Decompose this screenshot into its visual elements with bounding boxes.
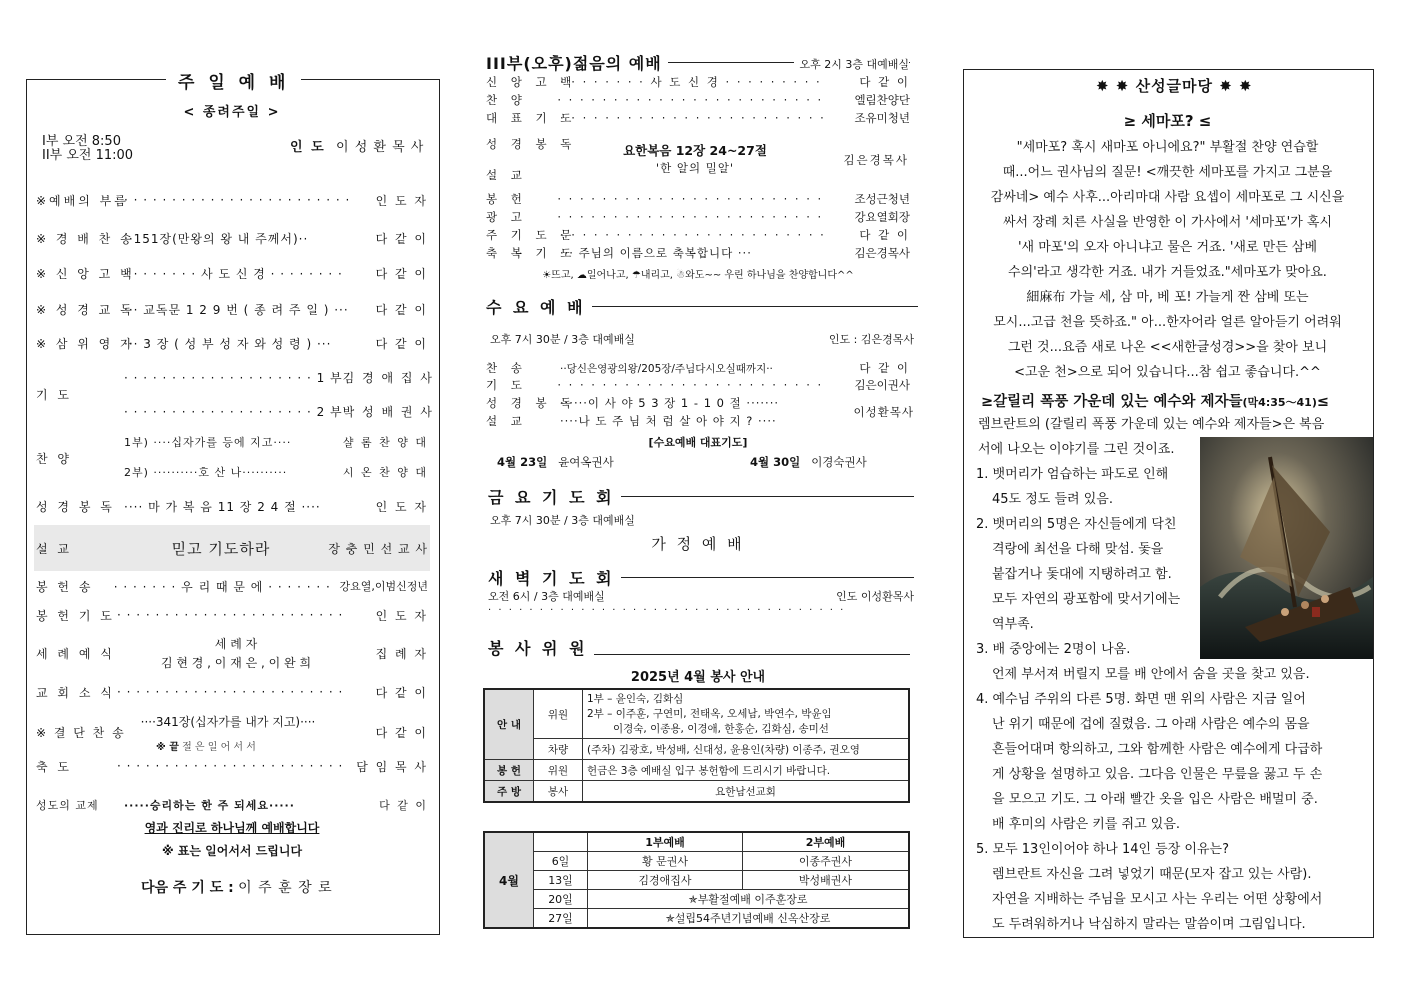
sunday-order <box>26 0 438 992</box>
wednesday-person: 김은이권사 <box>854 378 910 392</box>
wednesday-label: 기 도 <box>486 378 527 392</box>
youth-label: 광 고 <box>486 210 527 224</box>
youth-row <box>486 245 910 261</box>
order-person: 인 도 자 <box>375 193 428 208</box>
sched-day: 27일 <box>534 909 588 929</box>
reading-person: 인 도 자 <box>375 499 428 514</box>
text-line: 붙잡거나 돛대에 지탱하려고 함. <box>992 567 1172 582</box>
youth-worship-time: 오후 2시 3층 대예배실 <box>794 56 910 72</box>
sunday-subtitle: < 종려주일 > <box>183 105 281 120</box>
fellowship-person: 다 같 이 <box>379 799 428 812</box>
order-label: ※ 신 앙 고 백 <box>36 266 135 281</box>
wednesday-content: ······이 사 야 5 3 장 1 - 1 0 절 ······· <box>560 396 780 410</box>
youth-scripture: 요한복음 12장 24~27절 <box>623 143 767 158</box>
motto: 영과 진리로 하나님께 예배합니다 <box>144 821 320 835</box>
table-row <box>484 852 909 871</box>
friday-header <box>488 485 914 508</box>
members-line: 2부 – 이주훈, 구연미, 전태옥, 오세남, 박연수, 박윤임 <box>587 707 832 720</box>
news-row <box>36 681 428 703</box>
text-line: 흔들어대며 항의하고, 그와 함께한 사람은 예수에게 다급하 <box>992 742 1323 757</box>
text-line: <고운 천>으로 되어 있습니다...참 쉽고 좋습니다.^^ <box>1014 365 1321 380</box>
reading-content: ···· 마 가 복 음 11 장 2 4 절 ···· <box>124 499 321 514</box>
storm-painting-image <box>1200 437 1373 659</box>
order-label: ※ 경 배 찬 송 <box>36 231 135 246</box>
volunteer-title: 봉 사 위 원 <box>488 639 588 658</box>
order-content: ··· 3 장 ( 성 부 성 자 와 성 령 ) ··· <box>124 336 332 351</box>
baptism-names: 김 현 경 , 이 재 은 , 이 완 희 <box>160 656 312 670</box>
closing-hymn-content: ····341장(십자가를 내가 지고)···· <box>140 715 316 729</box>
baptism-heading: 세 례 자 <box>214 637 258 651</box>
essay-title: ✸ ✸ 산성글마당 ✸ ✸ <box>1084 75 1265 96</box>
text-line: 그런 것...요즘 새로 나온 <<새한글성경>>을 찾아 보니 <box>1007 340 1328 355</box>
text-line: 細麻布 가늘 세, 삼 마, 베 포! 가늘게 짠 삼베 또는 <box>1026 290 1309 305</box>
next-prayer-label: 다음 주 기 도 : <box>141 880 234 896</box>
youth-person: 조성근청년 <box>854 192 910 206</box>
text-line: "세마포? 혹시 새마포 아니에요?" 부활절 찬양 연습할 <box>1016 140 1319 155</box>
prayer-1-person: 김 경 애 집 사 <box>342 370 434 385</box>
closing-hymn-note <box>156 738 256 753</box>
wednesday-header <box>486 295 918 318</box>
order-row <box>36 262 428 284</box>
youth-row <box>486 209 910 225</box>
friday-time: 오후 7시 30분 / 3층 대예배실 <box>490 514 635 527</box>
youth-footer: ☀뜨고, ☁일어나고, ☂내리고, ☃와도~~ 우린 하나님을 찬양합니다^^ <box>542 270 854 281</box>
wednesday-date-2: 4월 30일 <box>750 455 801 469</box>
sched-first: 황 문권사 <box>588 852 743 871</box>
sermon-label: 설 교 <box>36 541 72 556</box>
text-line: 격랑에 최선을 다해 맞섬. 돛을 <box>992 542 1164 557</box>
table-row <box>484 689 909 739</box>
youth-content: · · · · · · · · · · · · · · · · · · · · · · · · <box>557 93 824 107</box>
youth-person: 다 같 이 <box>859 228 910 242</box>
offering-content: · · · · · · · 우 리 때 문 에 · · · · · · · <box>113 579 331 594</box>
youth-content: · · · · · · · · · · · · · · · · · · · · · · · · <box>560 111 826 125</box>
text-line: 을 모으고 기도. 그 아래 빨간 옷을 입은 사람은 배멀미 중. <box>992 792 1318 807</box>
youth-row <box>486 227 910 243</box>
dawn-header <box>488 566 914 589</box>
order-person: 다 같 이 <box>375 266 428 281</box>
heading-2-end: ≤ <box>1316 394 1330 410</box>
essay-heading-1: ≥ 세마포? ≤ <box>1123 112 1212 130</box>
baptism-officiant: 집 례 자 <box>375 647 428 661</box>
youth-content: · · · · · · · · · · · · · · · · · · · · · · · · <box>557 192 824 206</box>
youth-row <box>486 92 910 108</box>
order-label: ※ 삼 위 영 가 <box>36 336 135 351</box>
wednesday-label: 설 교 <box>486 414 527 428</box>
text-line: 도 두려워하거나 낙심하지 말라는 말씀이며 그림입니다. <box>992 917 1306 932</box>
fellowship-content: ·····승리하는 한 주 되세요····· <box>124 799 295 812</box>
wednesday-content: ··당신은영광의왕/205장/주님다시오실때까지·· <box>560 362 773 375</box>
month-label: 4월 <box>484 832 534 928</box>
sermon-row <box>36 537 428 559</box>
sched-head-2: 2부예배 <box>743 832 910 852</box>
youth-label: 봉 헌 <box>486 192 527 206</box>
sched-merged: ✯설립54주년기념예배 신옥산장로 <box>588 909 910 929</box>
order-person: 다 같 이 <box>375 336 428 351</box>
closing-note-end: ※ 끝 <box>156 742 179 753</box>
text-line: 때...어느 권사님의 질문! <깨끗한 세마포를 가지고 그분을 <box>1002 165 1333 180</box>
benediction-content: · · · · · · · · · · · · · · · · · · · · · · · · <box>117 759 344 773</box>
table-row <box>484 909 909 929</box>
table-row <box>484 871 909 890</box>
offering-prayer-row <box>36 604 428 626</box>
youth-row <box>486 110 910 126</box>
members-line: 1부 – 윤인숙, 김화심 <box>587 692 684 705</box>
text-line: 싸서 장례 치른 사실을 반영한 이 가사에서 '세마포'가 혹시 <box>1002 215 1333 230</box>
car-label: 차량 <box>534 739 583 760</box>
table-row <box>484 832 909 852</box>
choir-label: 찬 양 <box>36 452 72 466</box>
text-line: 모두 자연의 광포함에 맞서기에는 <box>992 592 1181 607</box>
wednesday-prayer-head: [수요예배 대표기도] <box>648 436 748 449</box>
prayer-2-person: 박 성 배 권 사 <box>342 404 434 419</box>
heading-2-text: ≥갈릴리 폭풍 가운데 있는 예수와 제자들 <box>981 394 1243 410</box>
table-row <box>484 739 909 760</box>
divider-line <box>621 577 914 578</box>
text-line: '새 마포'의 오자 아니냐고 물은 거죠. '새로 만든 삼베 <box>1017 240 1318 255</box>
choir-1-group: 샬 롬 찬 양 대 <box>342 436 428 449</box>
car-cell: (주차) 김광호, 박성배, 신대성, 윤용인(차량) 이종주, 권오영 <box>583 739 910 760</box>
leader-label: 인 도 <box>290 140 326 155</box>
choir-row-2 <box>124 461 428 483</box>
service-time-1: I부 오전 8:50 <box>42 134 121 149</box>
dawn-title: 새 벽 기 도 회 <box>488 569 615 588</box>
sched-day: 13일 <box>534 871 588 890</box>
wednesday-title: 수 요 예 배 <box>486 298 586 317</box>
order-content: · · · · · · · · · · · · · · · · · · · · · · · · <box>124 193 351 207</box>
text-line: 수의'라고 생각한 거죠. 내가 거들었죠."세마포가 맞아요. <box>1008 265 1327 280</box>
offering-person: 강요열,이범신정년 <box>339 580 428 593</box>
wednesday-preacher: 이성환목사 <box>853 405 914 419</box>
text-line: 역부족. <box>992 617 1034 632</box>
prayer-label: 기 도 <box>36 388 72 402</box>
offering-cell: 헌금은 3층 예배실 입구 봉헌함에 드리시기 바랍니다. <box>583 760 910 781</box>
wednesday-label: 성 경 봉 독 <box>486 396 577 410</box>
order-content: · · · · · · · · 사 도 신 경 · · · · · · · · <box>124 266 343 281</box>
leader-name: 이 성 환 목 사 <box>336 140 425 155</box>
order-person: 다 같 이 <box>375 302 428 317</box>
sched-head-1: 1부예배 <box>588 832 743 852</box>
essay-list-bottom <box>976 662 1368 937</box>
order-label: ※예배의 부름 <box>36 193 129 208</box>
dawn-time: 오전 6시 / 3층 대예배실 <box>488 590 605 603</box>
youth-person: 조유미청년 <box>854 111 910 125</box>
order-row <box>36 298 428 320</box>
reading-label: 성 경 봉 독 <box>36 499 115 514</box>
order-row <box>36 227 428 249</box>
prayer-1-content: · · · · · · · · · · · · · · · · · · · · 1 부 <box>124 370 343 385</box>
wednesday-name-1: 윤여옥권사 <box>558 455 614 469</box>
benediction-row <box>36 755 428 777</box>
kitchen-label: 주 방 <box>484 781 534 803</box>
prayer-2-content: · · · · · · · · · · · · · · · · · · · · 2 부 <box>124 404 343 419</box>
members-cell <box>583 689 910 739</box>
news-content: · · · · · · · · · · · · · · · · · · · · · · · · <box>117 685 344 699</box>
dawn-leader: 인도 이성환목사 <box>836 590 914 603</box>
wednesday-person: 다 같 이 <box>859 361 910 375</box>
dawn-dots: · · · · · · · · · · · · · · · · · · · · · · · · · · · · · · · · · · · <box>488 605 846 616</box>
fellowship-row <box>36 794 428 816</box>
text-line: 모시...고급 천을 뜻하죠." 아...한자어라 얼른 알아듣기 어려워 <box>993 315 1342 330</box>
table-row <box>484 781 909 803</box>
youth-label: 신 앙 고 백 <box>486 75 577 89</box>
youth-content: ··· 주님의 이름으로 축복합니다 ··· <box>560 246 752 260</box>
wednesday-row <box>486 413 910 429</box>
youth-person: 엘림찬양단 <box>854 93 910 107</box>
youth-label: 대 표 기 도 <box>486 111 577 125</box>
member-label: 위원 <box>534 689 583 739</box>
essay-paragraph-1 <box>966 135 1369 385</box>
kitchen-sub: 봉사 <box>534 781 583 803</box>
offering-row <box>36 575 428 597</box>
order-content: ··· 교독문 1 2 9 번 ( 종 려 주 일 ) ··· <box>124 302 349 317</box>
table-row <box>484 890 909 909</box>
youth-row <box>486 191 910 207</box>
sermon-preacher: 장 충 민 선 교 사 <box>328 541 428 556</box>
youth-sermon-label: 설 교 <box>486 168 527 182</box>
text-line: 렘브란트 자신을 그려 넣었기 때문(모자 잡고 있는 사람). <box>992 867 1312 882</box>
offering-prayer-label: 봉 헌 기 도 <box>36 608 115 623</box>
text-line: 5. 모두 13인이어야 하나 14인 등장 이유는? <box>976 842 1229 857</box>
next-prayer-name: 이 주 훈 장 로 <box>238 880 333 896</box>
youth-worship-title: III부(오후)젊음의 예배 <box>486 54 662 73</box>
youth-person: 김은경목사 <box>854 246 910 260</box>
benediction-person: 담 임 목 사 <box>356 759 428 774</box>
text-line: 배 후미의 사람은 키를 쥐고 있음. <box>992 817 1181 832</box>
essay-list-top <box>976 462 1198 662</box>
friday-event: 가 정 예 배 <box>651 535 745 553</box>
sched-day: 6일 <box>534 852 588 871</box>
wednesday-row <box>486 395 910 411</box>
offering-prayer-person: 인 도 자 <box>375 608 428 623</box>
youth-sermon-preacher: 김은경목사 <box>843 153 909 167</box>
youth-sermon-title: '한 알의 밀알' <box>655 161 735 175</box>
sermon-title: 믿고 기도하라 <box>171 539 271 558</box>
divider-line <box>592 306 918 307</box>
closing-note-stand: 절 은 일 어 서 서 <box>182 742 256 753</box>
divider-line <box>594 654 910 655</box>
sched-merged: ✯부활절예배 이주훈장로 <box>588 890 910 909</box>
reading-row <box>36 495 428 517</box>
prayer-row-2 <box>124 400 434 422</box>
choir-row-1 <box>124 431 428 453</box>
blank-cell <box>534 832 588 852</box>
wednesday-prayer-1 <box>497 454 614 470</box>
next-prayer <box>141 877 333 897</box>
wednesday-leader: 인도 : 김은경목사 <box>828 333 914 346</box>
text-line: 자연을 지배하는 주님을 모시고 사는 우리는 어떤 상황에서 <box>992 892 1323 907</box>
text-line: 45도 정도 들려 있음. <box>992 492 1113 507</box>
youth-person: 다 같 이 <box>859 75 910 89</box>
offering-prayer-content: · · · · · · · · · · · · · · · · · · · · · · · · <box>117 608 344 622</box>
youth-row <box>486 74 910 90</box>
wednesday-row <box>486 360 910 376</box>
volunteer-header <box>488 636 910 659</box>
divider-line <box>621 496 914 497</box>
members-line: 이경숙, 이종용, 이경애, 한홍순, 김화심, 송미선 <box>613 722 829 735</box>
kitchen-cell: 요한남선교회 <box>583 781 910 803</box>
text-line: 감싸네> 예수 사후...아리마대 사람 요셉이 세마포로 그 시신을 <box>990 190 1345 205</box>
friday-title: 금 요 기 도 회 <box>488 488 615 507</box>
choir-2-group: 시 온 찬 양 대 <box>342 466 428 479</box>
text-line: 언제 부서져 버릴지 모를 배 안에서 숨을 곳을 찾고 있음. <box>992 667 1310 682</box>
sunday-worship-title: 주 일 예 배 <box>166 68 301 93</box>
order-label: ※ 성 경 교 독 <box>36 302 135 317</box>
wednesday-date-1: 4월 23일 <box>497 455 548 469</box>
text-line: 1. 뱃머리가 엄습하는 파도로 인해 <box>976 467 1169 482</box>
guide-label: 안 내 <box>484 689 534 760</box>
news-person: 다 같 이 <box>375 685 428 700</box>
choir-1-content: 1부) ····십자가를 등에 지고···· <box>124 436 292 449</box>
heading-2-ref: (막4:35～41) <box>1242 396 1317 409</box>
youth-content: · · · · · · · · · · · · · · · · · · · · · · · · <box>560 228 826 242</box>
schedule-table <box>483 831 910 929</box>
offering-label: 봉 헌 송 <box>36 579 94 594</box>
youth-content: · · · · · · · · 사 도 신 경 · · · · · · · · · <box>560 75 822 89</box>
text-line: 4. 예수님 주위의 다른 5명. 화면 맨 위의 사람은 지금 일어 <box>976 692 1306 707</box>
standing-note: ※ 표는 일어서서 드립니다 <box>161 844 303 858</box>
offering-label: 봉 헌 <box>484 760 534 781</box>
baptism-label: 세 례 예 식 <box>36 647 115 661</box>
order-person: 다 같 이 <box>375 231 428 246</box>
order-row <box>36 189 428 211</box>
news-label: 교 회 소 식 <box>36 685 115 700</box>
essay-heading-2 <box>981 390 1329 411</box>
wednesday-content: ····나 도 주 님 처 럼 살 아 야 지 ? ···· <box>560 414 777 428</box>
youth-label: 주 기 도 문 <box>486 228 577 242</box>
youth-person: 강요열회장 <box>854 210 910 224</box>
prayer-row-1 <box>124 366 434 388</box>
text-line: 게 상황을 설명하고 있음. 그다음 인물은 무릎을 꿇고 두 손 <box>992 767 1323 782</box>
sched-day: 20일 <box>534 890 588 909</box>
text-line: 난 위기 때문에 겁에 질렸음. 그 아래 사람은 예수의 몸을 <box>992 717 1310 732</box>
youth-content: · · · · · · · · · · · · · · · · · · · · · · · · <box>557 210 824 224</box>
text-line: 2. 뱃머리의 5명은 자신들에게 닥친 <box>976 517 1177 532</box>
volunteer-table <box>483 688 910 803</box>
wednesday-label: 찬 송 <box>486 361 527 375</box>
youth-reading-label: 성 경 봉 독 <box>486 137 577 151</box>
order-content: ··151장(만왕의 왕 내 주께서)·· <box>124 231 309 246</box>
closing-hymn-person: 다 같 이 <box>375 726 428 740</box>
youth-label: 축 복 기 도 <box>486 246 577 260</box>
sched-second: 이종주권사 <box>743 852 910 871</box>
fellowship-label: 성도의 교제 <box>36 799 99 812</box>
youth-label: 찬 양 <box>486 93 527 107</box>
text-line: 렘브란트의 (갈릴리 폭풍 가운데 있는 예수와 제자들>은 복음 <box>978 417 1325 432</box>
order-row <box>36 332 428 354</box>
wednesday-row <box>486 377 910 393</box>
closing-hymn-label: ※ 결 단 찬 송 <box>36 726 126 740</box>
wednesday-name-2: 이경숙권사 <box>811 455 867 469</box>
text-line: 서에 나오는 이야기를 그린 것이죠. <box>978 442 1175 457</box>
offering-sub: 위원 <box>534 760 583 781</box>
wednesday-content: · · · · · · · · · · · · · · · · · · · · · · · · <box>557 378 824 392</box>
wednesday-time: 오후 7시 30분 / 3층 대예배실 <box>490 333 635 346</box>
service-head: 2025년 4월 봉사 안내 <box>630 670 766 685</box>
benediction-label: 축 도 <box>36 759 72 774</box>
wednesday-prayer-2 <box>750 454 867 470</box>
table-row <box>484 760 909 781</box>
text-line: 3. 배 중앙에는 2명이 나옴. <box>976 642 1131 657</box>
choir-2-content: 2부) ··········호 산 나·········· <box>124 466 288 479</box>
sched-second: 박성배권사 <box>743 871 910 890</box>
service-time-2: II부 오전 11:00 <box>42 148 134 163</box>
sched-first: 김경애집사 <box>588 871 743 890</box>
